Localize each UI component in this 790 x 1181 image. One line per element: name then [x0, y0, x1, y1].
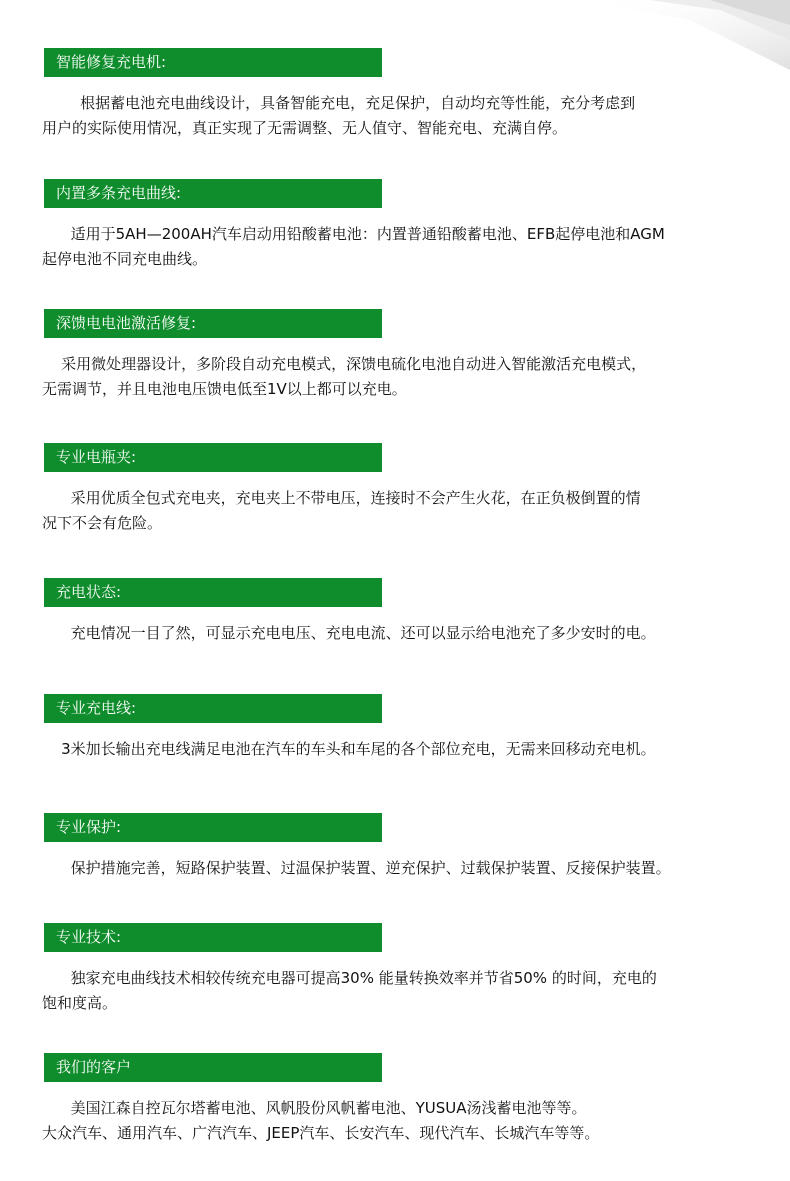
section-body — [42, 856, 772, 881]
body-line: 3米加长输出充电线满足电池在汽车的车头和车尾的各个部位充电，无需来回移动充电机。 — [42, 740, 656, 758]
body-line: 采用优质全包式充电夹，充电夹上不带电压，连接时不会产生火花，在正负极倒置的情 — [42, 489, 641, 507]
section-body — [42, 91, 772, 141]
section-header: 专业技术: — [44, 923, 382, 952]
section-header: 智能修复充电机: — [44, 48, 382, 77]
body-line: 充电情况一目了然，可显示充电电压、充电电流、还可以显示给电池充了多少安时的电。 — [42, 624, 656, 642]
body-line: 独家充电曲线技术相较传统充电器可提高30% 能量转换效率并节省50% 的时间，充电的 — [42, 969, 657, 987]
section-header: 我们的客户 — [44, 1053, 382, 1082]
body-line: 饱和度高。 — [42, 994, 118, 1012]
section-header: 深馈电电池激活修复: — [44, 309, 382, 338]
section-body — [42, 222, 772, 272]
body-line: 况下不会有危险。 — [42, 514, 163, 532]
body-line: 采用微处理器设计，多阶段自动充电模式，深馈电硫化电池自动进入智能激活充电模式， — [42, 355, 647, 373]
section-body — [42, 966, 772, 1016]
background-decoration — [460, 0, 790, 90]
section-body — [42, 486, 772, 536]
body-line: 保护措施完善，短路保护装置、过温保护装置、逆充保护、过载保护装置、反接保护装置。 — [42, 859, 671, 877]
section-header: 专业电瓶夹: — [44, 443, 382, 472]
section-body — [42, 352, 772, 402]
section-header: 专业充电线: — [44, 694, 382, 723]
body-line: 用户的实际使用情况，真正实现了无需调整、无人值守、智能充电、充满自停。 — [42, 119, 568, 137]
section-header: 充电状态: — [44, 578, 382, 607]
body-line: 大众汽车、通用汽车、广汽汽车、JEEP汽车、长安汽车、现代汽车、长城汽车等等。 — [42, 1124, 600, 1142]
section-body — [42, 737, 772, 762]
section-header: 内置多条充电曲线: — [44, 179, 382, 208]
body-line: 美国江森自控瓦尔塔蓄电池、风帆股份风帆蓄电池、YUSUA汤浅蓄电池等等。 — [42, 1099, 587, 1117]
body-line: 无需调节，并且电池电压馈电低至1V以上都可以充电。 — [42, 380, 407, 398]
body-line: 起停电池不同充电曲线。 — [42, 250, 208, 268]
section-header: 专业保护: — [44, 813, 382, 842]
body-line: 适用于5AH—200AH汽车启动用铅酸蓄电池：内置普通铅酸蓄电池、EFB起停电池和AGM — [42, 225, 665, 243]
section-body — [42, 621, 772, 646]
body-line: 根据蓄电池充电曲线设计，具备智能充电，充足保护，自动均充等性能，充分考虑到 — [42, 94, 636, 112]
section-body — [42, 1096, 772, 1146]
